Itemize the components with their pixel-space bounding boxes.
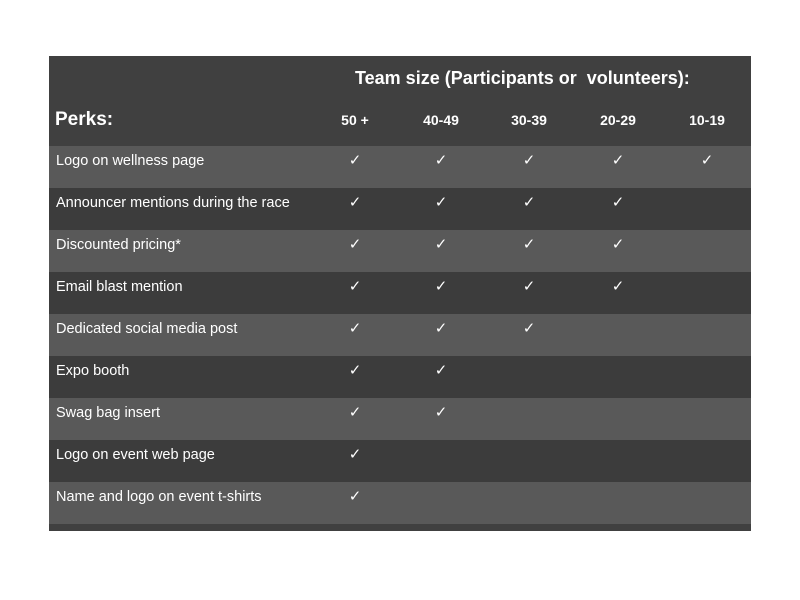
perks-rows	[49, 146, 751, 524]
perks-title: Perks:	[55, 109, 114, 130]
checkmark-icon: ✓	[434, 403, 448, 421]
column-header-30-39: 30-39	[511, 112, 547, 128]
table-row	[49, 146, 751, 188]
perks-table	[49, 56, 751, 531]
table-row	[49, 398, 751, 440]
empty-cell	[583, 484, 653, 508]
perk-label: Logo on wellness page	[56, 153, 205, 169]
empty-cell	[672, 190, 742, 214]
checkmark-icon: ✓	[348, 319, 362, 337]
checkmark-icon: ✓	[348, 361, 362, 379]
checkmark-icon: ✓	[348, 235, 362, 253]
checkmark-icon: ✓	[611, 235, 625, 253]
checkmark-icon: ✓	[348, 193, 362, 211]
column-header-40-49: 40-49	[423, 112, 459, 128]
checkmark-icon: ✓	[434, 361, 448, 379]
empty-cell	[672, 484, 742, 508]
checkmark-icon: ✓	[611, 193, 625, 211]
table-row	[49, 356, 751, 398]
team-size-title: Team size (Participants or volunteers):	[355, 68, 690, 88]
empty-cell	[583, 358, 653, 382]
empty-cell	[583, 442, 653, 466]
table-row	[49, 314, 751, 356]
checkmark-icon: ✓	[348, 445, 362, 463]
empty-cell	[583, 400, 653, 424]
perk-label: Swag bag insert	[56, 405, 160, 421]
checkmark-icon: ✓	[522, 151, 536, 169]
perk-label: Name and logo on event t-shirts	[56, 489, 262, 505]
checkmark-icon: ✓	[348, 487, 362, 505]
table-row	[49, 482, 751, 524]
empty-cell	[494, 442, 564, 466]
checkmark-icon: ✓	[348, 403, 362, 421]
checkmark-icon: ✓	[434, 277, 448, 295]
empty-cell	[494, 358, 564, 382]
empty-cell	[583, 316, 653, 340]
checkmark-icon: ✓	[611, 151, 625, 169]
empty-cell	[672, 358, 742, 382]
perk-label: Expo booth	[56, 363, 130, 379]
checkmark-icon: ✓	[434, 235, 448, 253]
table-row	[49, 440, 751, 482]
empty-cell	[494, 484, 564, 508]
empty-cell	[672, 442, 742, 466]
empty-cell	[672, 400, 742, 424]
perk-label: Logo on event web page	[56, 447, 215, 463]
perk-label: Discounted pricing*	[56, 237, 181, 253]
empty-cell	[494, 400, 564, 424]
empty-cell	[406, 442, 476, 466]
empty-cell	[672, 274, 742, 298]
checkmark-icon: ✓	[611, 277, 625, 295]
empty-cell	[406, 484, 476, 508]
checkmark-icon: ✓	[434, 193, 448, 211]
perk-label: Dedicated social media post	[56, 321, 238, 337]
checkmark-icon: ✓	[348, 151, 362, 169]
table-row	[49, 188, 751, 230]
perk-label: Announcer mentions during the race	[56, 195, 290, 211]
empty-cell	[672, 316, 742, 340]
checkmark-icon: ✓	[434, 319, 448, 337]
column-header-20-29: 20-29	[600, 112, 636, 128]
perk-label: Email blast mention	[56, 279, 183, 295]
checkmark-icon: ✓	[522, 277, 536, 295]
checkmark-icon: ✓	[700, 151, 714, 169]
checkmark-icon: ✓	[348, 277, 362, 295]
checkmark-icon: ✓	[522, 193, 536, 211]
column-header-50-plus: 50 +	[341, 112, 369, 128]
table-row	[49, 230, 751, 272]
checkmark-icon: ✓	[522, 319, 536, 337]
empty-cell	[672, 232, 742, 256]
column-header-10-19: 10-19	[689, 112, 725, 128]
checkmark-icon: ✓	[522, 235, 536, 253]
table-row	[49, 272, 751, 314]
checkmark-icon: ✓	[434, 151, 448, 169]
